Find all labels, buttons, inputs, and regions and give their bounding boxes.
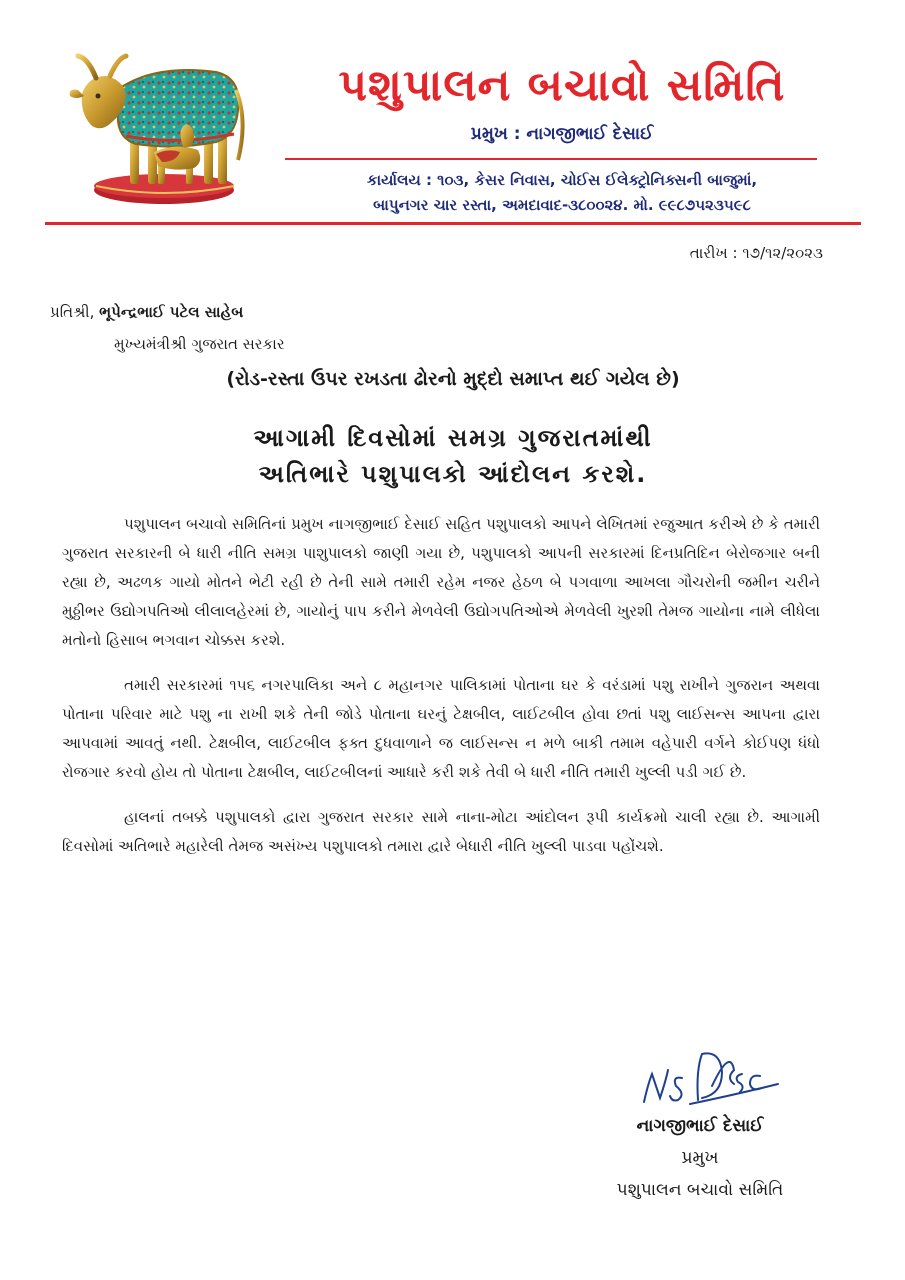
signer-block bbox=[560, 1110, 840, 1206]
subject-note: (રોડ-રસ્તા ઉપર રખડતા ઢોરનો મુદ્દો સમાપ્ત થઈ ગયેલ છે) bbox=[226, 368, 680, 390]
body-paragraph: પશુપાલન બચાવો સમિતિનાં પ્રમુખ નાગજીભાઈ દેસાઈ સહિત પશુપાલકો આપને લેખિતમાં રજુઆત કરીએ છે કે તમારી ગુજરાત સરકારની બે ધારી નીતિ સમગ્ર પાશુપાલકો જાણી ગયા છે, પશુપાલકો આપની સરકારમાં દિનપ્રતિદિન બેરોજગાર બની રહ્યા છે, અઢળક ગાયો મોતને ભેટી રહી છે તેની સામે તમારી રહેમ નજર હેઠળ બે પગવાળા આખલા ગૌચરોની જમીન ચરીને મુઠ્ઠીભર ઉદ્યોગપતિઓ લીલાલહેરમાં છે, ગાયોનું પાપ કરીને મેળવેલી ઉદ્યોગપતિઓએ મેળવેલી ખુરશી તેમજ ગાયોના નામે લીધેલા મતોનો હિસાબ ભગવાન ચોક્કસ કરશે. bbox=[62, 515, 820, 649]
recipient-name: ભૂપેન્દ્રભાઈ પટેલ સાહેબ bbox=[99, 303, 244, 321]
address-line: બાપુનગર ચાર રસ્તા, અમદાવાદ-૩૮૦૦૨૪. મો. ૯૯૮૭૫૨૩૫૯૮ bbox=[373, 196, 751, 214]
signer-title: પ્રમુખ bbox=[681, 1148, 719, 1168]
headline-line: અતિભારે પશુપાલકો આંદોલન કરશે. bbox=[258, 460, 648, 488]
handwritten-signature-icon bbox=[638, 1040, 783, 1112]
body-paragraph: હાલનાં તબક્કે પશુપાલકો દ્વારા ગુજરાત સરકાર સામે નાના-મોટા આંદોલન રૂપી કાર્યક્રમો ચાલી રહ્યા છે. આગામી દિવસોમાં અતિભારે મહારેલી તેમજ અસંખ્ય પશુપાલકો તમારા દ્વારે બેધારી નીતિ ખુલ્લી પાડવા પહોંચશે. bbox=[62, 808, 820, 855]
recipient-prefix: પ્રતિશ્રી, bbox=[50, 303, 95, 321]
header-divider bbox=[285, 158, 817, 160]
kamdhenu-cow-calf-statue-icon bbox=[66, 50, 248, 212]
address-line: કાર્યાલય : ૧૦૩, કેસર નિવાસ, ચોઈસ ઈલેક્ટ્રોનિક્સની બાજુમાં, bbox=[366, 171, 758, 189]
recipient-block bbox=[50, 296, 285, 360]
headline bbox=[45, 420, 861, 492]
letter-body bbox=[62, 510, 820, 877]
office-address bbox=[282, 168, 842, 218]
letterhead-divider bbox=[45, 222, 861, 225]
headline-line: આગામી દિવસોમાં સમગ્ર ગુજરાતમાંથી bbox=[253, 424, 653, 452]
org-title: પશુપાલન બચાવો સમિતિ bbox=[338, 60, 786, 111]
letter-date: તારીખ : ૧૭/૧૨/૨૦૨૩ bbox=[689, 244, 823, 262]
president-line: પ્રમુખ : નાગજીભાઈ દેસાઈ bbox=[470, 124, 654, 144]
body-paragraph: તમારી સરકારમાં ૧૫૬ નગરપાલિકા અને ૮ મહાનગર પાલિકામાં પોતાના ઘર કે વરંડામાં પશુ રાખીને ગુજરાન અથવા પોતાના પરિવાર માટે પશુ ના રાખી શકે તેની જોડે પોતાના ઘરનું ટેક્ષબીલ, લાઈટબીલ હોવા છતાં પશુ લાઈસન્સ આપના દ્વારા આપવામાં આવતું નથી. ટેક્ષબીલ, લાઈટબીલ ફક્ત દુધવાળાને જ લાઈસન્સ ન મળે બાકી તમામ વહેપારી વર્ગને કોઈપણ ધંધો રોજગાર કરવો હોય તો પોતાના ટેક્ષબીલ, લાઈટબીલનાં આધારે કરી શકે તેવી બે ધારી નીતિ તમારી ખુલ્લી પડી ગઈ છે. bbox=[62, 676, 820, 781]
recipient-role: મુખ્યમંત્રીશ્રી ગુજરાત સરકાર bbox=[114, 335, 285, 353]
signer-org: પશુપાલન બચાવો સમિતિ bbox=[616, 1180, 784, 1200]
signer-name: નાગજીભાઈ દેસાઈ bbox=[636, 1116, 764, 1136]
